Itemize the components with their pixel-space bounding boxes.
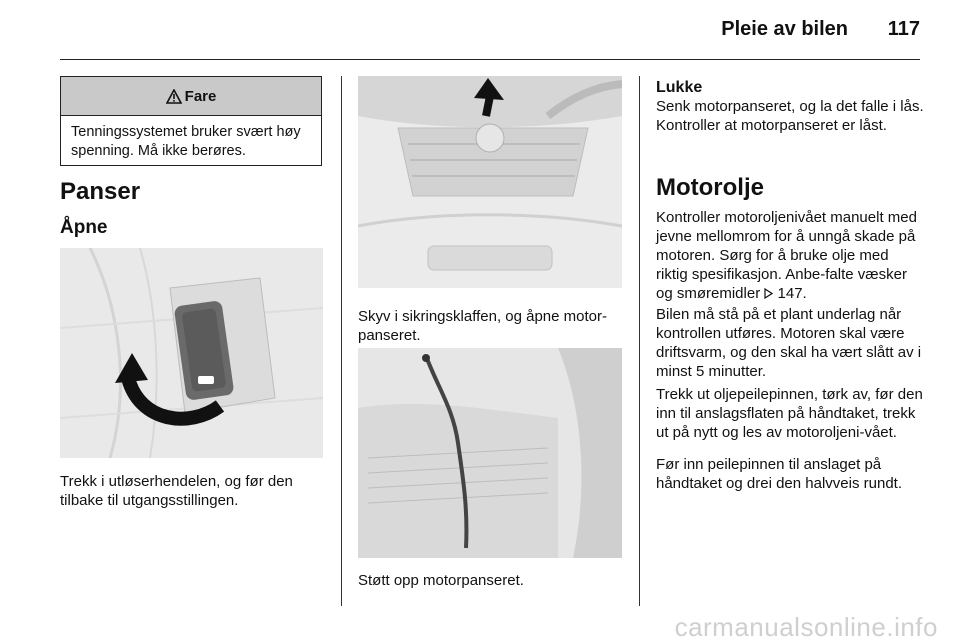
column-divider-1 <box>341 76 342 606</box>
header-divider <box>60 59 920 60</box>
section-heading-panser: Panser <box>60 178 141 205</box>
column-divider-2 <box>639 76 640 606</box>
page-reference-icon <box>764 285 777 302</box>
warning-header <box>61 77 321 116</box>
watermark: carmanualsonline.info <box>674 612 938 642</box>
hood-release-lever-illustration <box>60 248 323 458</box>
warning-box <box>60 76 322 166</box>
oil-paragraph-1-text: Kontroller motoroljenivået manuelt med jevne mellomrom for å unngå skade på motoren. Sørg for å bruke olje med riktig spesifikasjon. Anbe-falte væsker og smøremidler <box>656 209 917 302</box>
oil-paragraph-2: Bilen må stå på et plant underlag når kontrollen utføres. Motoren skal være driftsvarm, og den skal ha vært slått av i minst 5 minutter. <box>656 306 922 380</box>
support-rod-caption: Støtt opp motorpanseret. <box>358 572 524 589</box>
hood-support-rod-illustration <box>358 348 622 558</box>
hood-release-caption: Trekk i utløserhendelen, og før den tilbake til utgangsstillingen. <box>60 473 293 509</box>
oil-paragraph-4: Før inn peilepinnen til anslaget på håndtaket og drei den halvveis rundt. <box>656 456 902 492</box>
oil-paragraph-3: Trekk ut oljepeilepinnen, tørk av, før den inn til anslagsflaten på håndtaket, trekk ut på nytt og les av motoroljeni-vået. <box>656 386 923 441</box>
oil-paragraph-1 <box>656 208 924 303</box>
subheading-lukke: Lukke <box>656 79 703 96</box>
safety-catch-caption: Skyv i sikringsklaffen, og åpne motor-panseret. <box>358 308 608 344</box>
page-header-title: Pleie av bilen <box>721 18 848 40</box>
subheading-apne: Åpne <box>60 217 108 238</box>
safety-catch-illustration <box>358 76 622 288</box>
warning-triangle-icon <box>166 89 182 104</box>
page-number: 117 <box>887 18 920 40</box>
close-hood-text: Senk motorpanseret, og la det falle i lås. Kontroller at motorpanseret er låst. <box>656 98 924 134</box>
warning-text: Tenningssystemet bruker svært høy spenning. Må ikke berøres. <box>71 124 301 159</box>
warning-title: Fare <box>184 87 217 105</box>
section-heading-motorolje: Motorolje <box>656 174 764 201</box>
page-reference-link[interactable]: 147. <box>777 285 807 302</box>
